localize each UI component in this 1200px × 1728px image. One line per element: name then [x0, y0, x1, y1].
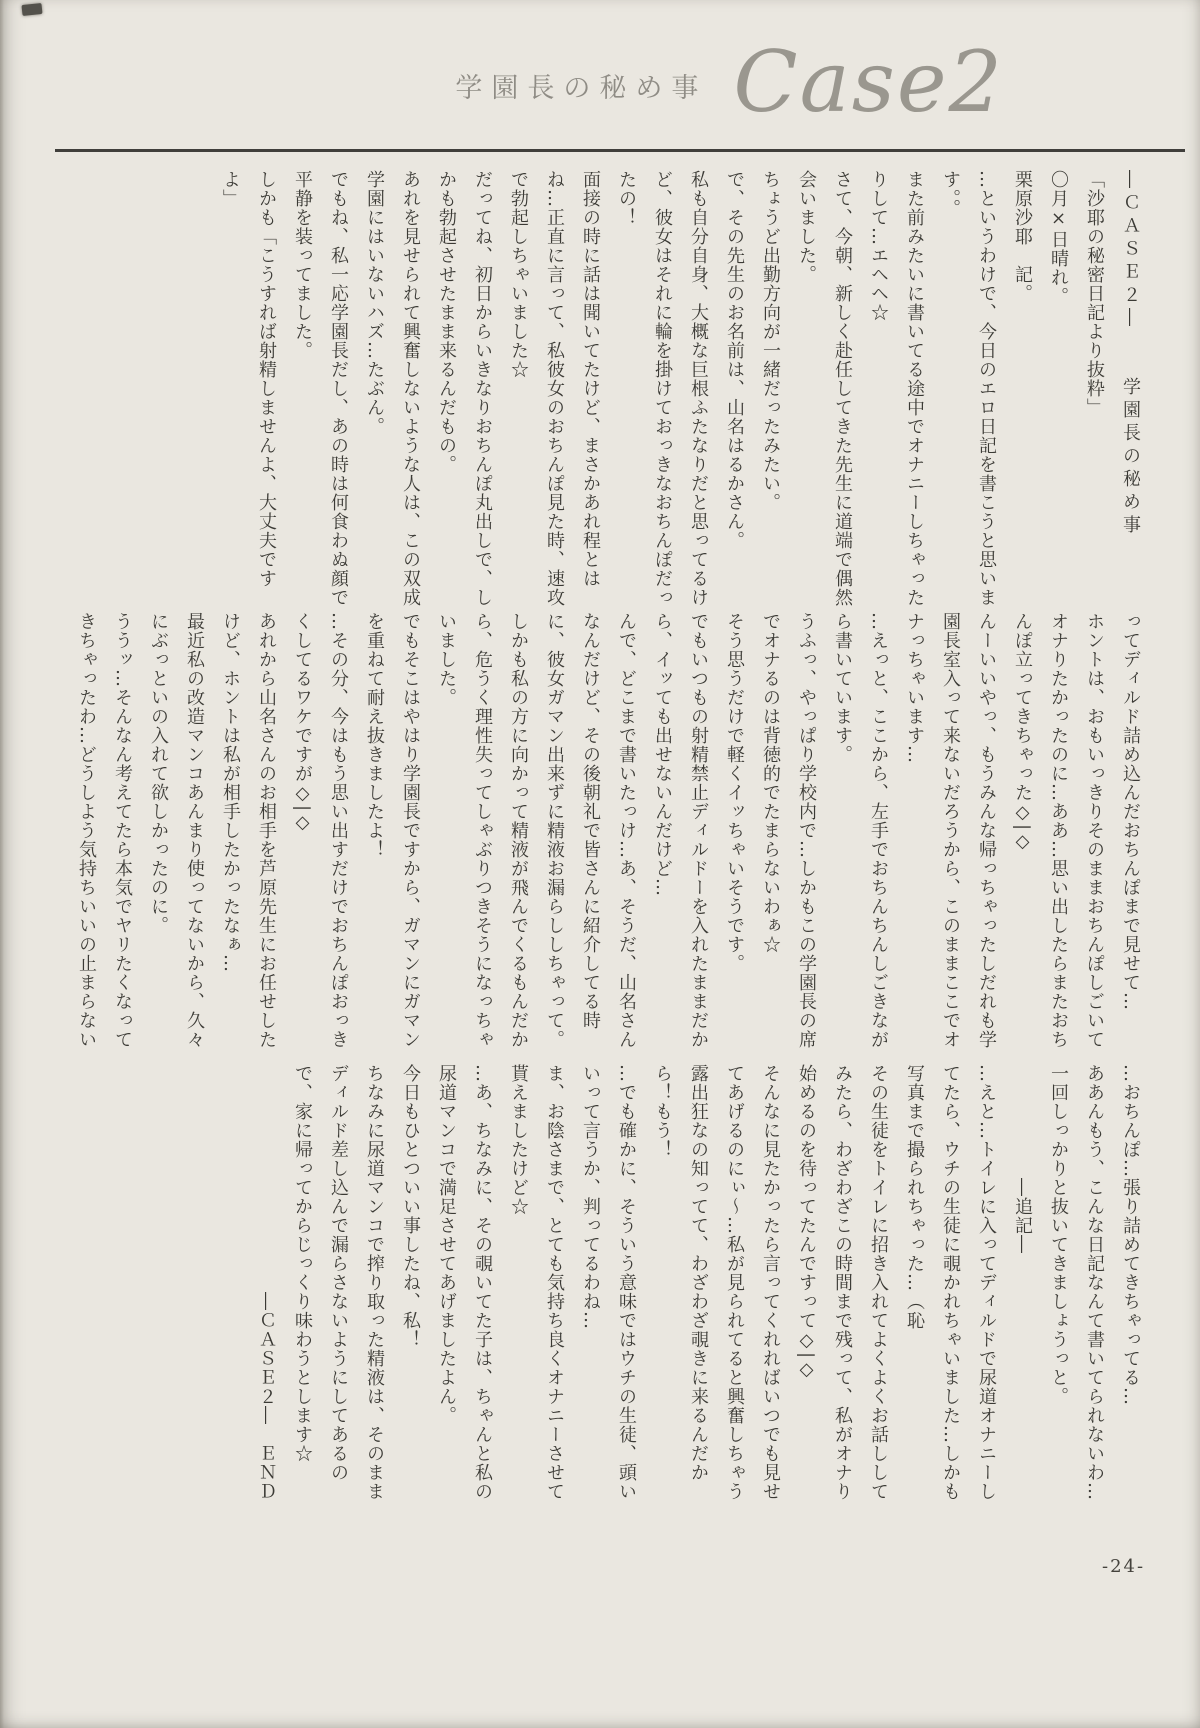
scan-artifact-blot [21, 3, 42, 16]
diary-paragraph: んーいいやっ、もうみんな帰っちゃったしだれも学園長室入って来ないだろうから、このままここでオナっちゃいます… [904, 612, 997, 1049]
diary-paragraph: 〇月×日晴れ。 [1048, 170, 1069, 306]
diary-paragraph: で、その先生のお名前は、山名はるかさん。 [724, 170, 745, 550]
diary-paragraph: …えっと、ここから、左手でおちんちんしごきながら書いています。 [832, 612, 889, 1049]
diary-paragraph: うふっ、やっぱり学校内で…しかもこの学園長の席でオナるのは背徳的でたまらないわぁ☆ [760, 612, 817, 1049]
series-title: 学園長の秘め事 [455, 73, 708, 104]
diary-paragraph: 最近私の改造マンコあんまり使ってないから、久々にぶっといの入れて欲しかったのに。 [148, 612, 205, 1049]
diary-paragraph: そう思うだけで軽くイッちゃいそうです。 [724, 612, 745, 973]
diary-paragraph: でもね、私一応学園長だし、あの時は何食わぬ顔で平静を装ってました。 [292, 170, 349, 607]
diary-paragraph: また前みたいに書いてる途中でオナニーしちゃったりして…エヘヘ☆ [868, 170, 925, 607]
diary-paragraph: …でも確かに、そういう意味ではウチの生徒、頭いいって言うか、判ってるわね… [580, 1064, 637, 1501]
diary-paragraph: ホントは、おもいっきりそのままおちんぽしごいてオナりたかったのに…ああ…思い出したらまたおちんぽ立ってきちゃった◇|◇ [1012, 612, 1105, 1049]
diary-paragraph: その生徒をトイレに招き入れてよくよくお話ししてみたら、わざわざこの時間まで残って、私がオナり始めるのを待ってたんですって◇|◇ [796, 1064, 889, 1501]
page-header [455, 33, 1004, 131]
page-number: -24- [1102, 1556, 1146, 1577]
diary-paragraph: …おちんぽ…張り詰めてきちゃってる… [1120, 1064, 1141, 1406]
scan-edge-shadow [0, 0, 4, 1728]
diary-band-top [46, 170, 1148, 612]
diary-paragraph: んで、どこまで書いたっけ…あ、そうだ、山名さんなんだけど、その後朝礼で皆さんに紹介してる時に、彼女ガマン出来ずに精液お漏らししちゃって。 [544, 612, 637, 1049]
diary-paragraph: 栗原沙耶 記。 [1012, 170, 1033, 303]
diary-paragraph: あれを見せられて興奮しないような人は、この双成学園にはいないハズ…たぶん。 [364, 170, 421, 607]
diary-case-heading: ―ＣＡＳＥ２― 学園長の秘め事 [1120, 170, 1141, 538]
diary-paragraph: さて、今朝、新しく赴任してきた先生に道端で偶然会いました。 [796, 170, 853, 607]
diary-paragraph: でもいつもの射精禁止ディルドーを入れたままだから、イッても出せないんだけど… [652, 612, 709, 1049]
diary-paragraph: …えと…トイレに入ってディルドで尿道オナニーしてたら、ウチの生徒に覗かれちゃいました…しかも写真まで撮られちゃった…（恥 [904, 1064, 997, 1501]
diary-paragraph: ちょうど出勤方向が一緒だったみたい。 [760, 170, 781, 512]
diary-end-heading: ―ＣＡＳＥ２― ＥＮＤ [256, 1064, 277, 1501]
diary-paragraph: 今日もひとついい事したね、私！ [400, 1064, 421, 1349]
diary-paragraph: しかも「こうすれば射精しませんよ、大丈夫ですよ」 [220, 170, 277, 588]
diary-paragraph: 私も自分自身、大概な巨根ふたなりだと思ってるけど、彼女はそれに輪を掛けておっきなおちんぽだったの！ [616, 170, 709, 607]
diary-band-middle [46, 612, 1148, 1058]
diary-paragraph: 一回しっかりと抜いてきましょうっと。 [1048, 1064, 1069, 1406]
diary-paragraph: ちなみに尿道マンコで搾り取った精液は、そのままディルド差し込んで漏らさないようにしてあるので、家に帰ってからじっくり味わうとします☆ [292, 1064, 385, 1501]
diary-band-bottom [46, 1064, 1148, 1510]
diary-paragraph: ああんもう、こんな日記なんて書いてられないわ… [1084, 1064, 1105, 1501]
diary-paragraph: …というわけで、今日のエロ日記を書こうと思います。。 [940, 170, 997, 607]
diary-postscript-heading: ―追記― [1012, 1064, 1033, 1254]
diary-paragraph: 「沙耶の秘密日記より抜粋」 [1084, 170, 1105, 417]
diary-paragraph: …あ、ちなみに、その覗いてた子は、ちゃんと私の尿道マンコで満足させてあげましたよん。 [436, 1064, 493, 1501]
diary-paragraph: ま、お陰さまで、とても気持ち良くオナニーさせて貰えましたけど☆ [508, 1064, 565, 1501]
diary-paragraph: 面接の時に話は聞いてたけど、まさかあれ程とはね…正直に言って、私彼女のおちんぽ見た時、速攻で勃起しちゃいました☆ [508, 170, 601, 607]
diary-paragraph: …その分、今はもう思い出すだけでおちんぽおっきくしてるワケですが◇|◇ [292, 612, 349, 1049]
diary-paragraph: でもそこはやはり学園長ですから、ガマンにガマンを重ねて耐え抜きましたよ！ [364, 612, 421, 1049]
diary-paragraph: ってディルド詰め込んだおちんぽまで見せて… [1120, 612, 1141, 1011]
header-rule [55, 149, 1185, 152]
diary-paragraph: あれから山名さんのお相手を芦原先生にお任せしたけど、ホントは私が相手したかったなぁ… [220, 612, 277, 1049]
case-number-title: Case2 [733, 33, 1004, 131]
diary-paragraph: そんなに見たかったら言ってくれればいつでも見せてあげるのにぃ〜…私が見られてると興奮しちゃう露出狂なの知ってて、わざわざ覗きに来るんだから！もう！ [652, 1064, 781, 1501]
diary-paragraph: ううッ…そんなん考えてたら本気でヤリたくなってきちゃったわ…どうしよう気持ちいいの止まらない [76, 612, 133, 1049]
diary-paragraph: しかも私の方に向かって精液が飛んでくるもんだから、危うく理性失ってしゃぶりつきそうになっちゃいました。 [436, 612, 529, 1049]
diary-paragraph: だってね、初日からいきなりおちんぽ丸出しで、しかも勃起させたまま来るんだもの。 [436, 170, 493, 607]
